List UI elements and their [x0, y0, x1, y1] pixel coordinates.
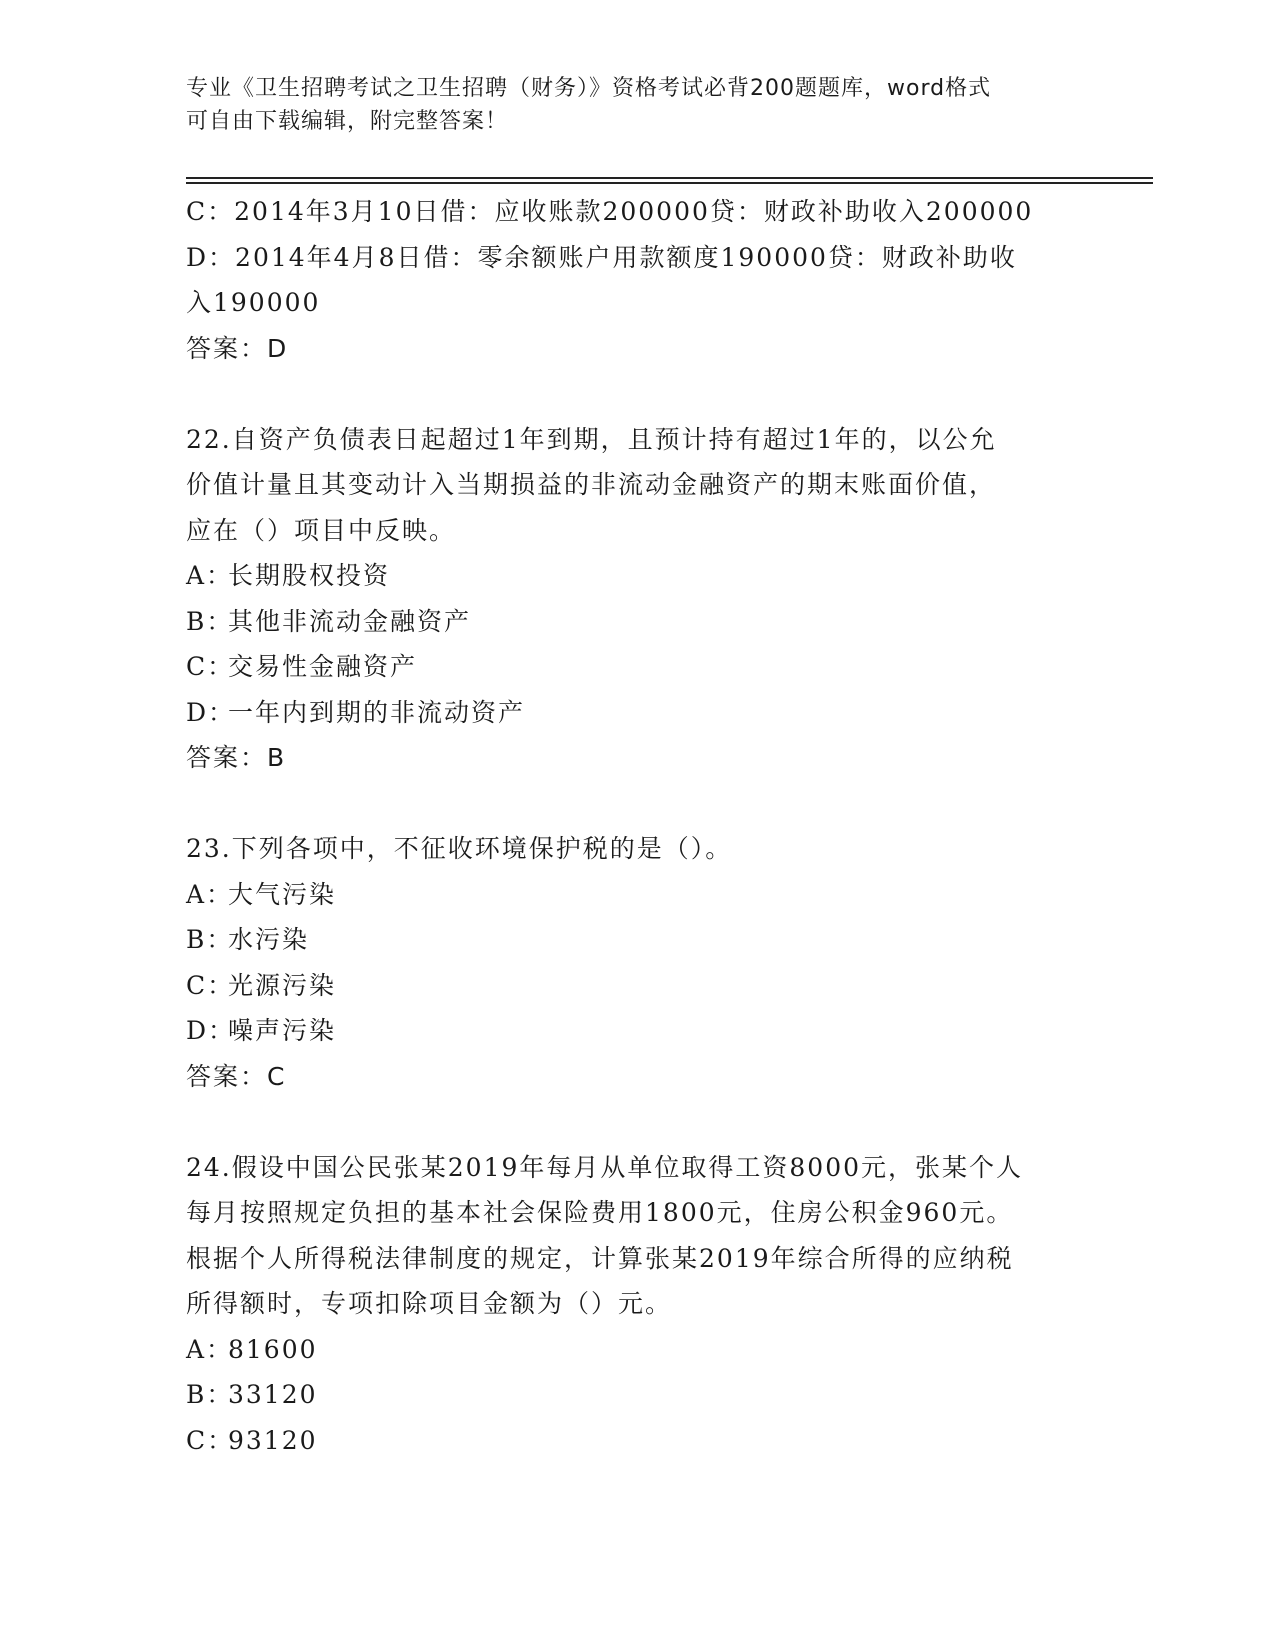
header-divider-top	[186, 177, 1153, 179]
option-text: 一年内到期的非流动资产	[228, 697, 526, 727]
document-header	[186, 72, 1066, 138]
option-text: 33120	[228, 1380, 318, 1409]
spacer	[186, 781, 1086, 827]
spacer	[186, 371, 1086, 417]
prev-option-d-line1: D：2014年4月8日借：零余额账户用款额度190000贷：财政补助收	[186, 242, 1017, 272]
q22-option-d	[186, 690, 1086, 736]
q23-answer: 答案：C	[186, 1061, 287, 1091]
header-divider-bottom	[186, 182, 1153, 184]
option-text: 水污染	[228, 925, 310, 954]
option-letter: C：	[186, 652, 235, 681]
option-letter: A：	[186, 561, 234, 590]
header-line-1: 专业《卫生招聘考试之卫生招聘（财务）》资格考试必背200题题库，word格式	[186, 76, 992, 101]
option-text: 大气污染	[228, 879, 337, 909]
q22-option-b	[186, 599, 1086, 645]
option-text: 长期股权投资	[228, 561, 391, 590]
q24-option-a	[186, 1327, 1086, 1373]
q22-stem-line2: 价值计量且其变动计入当期损益的非流动金融资产的期末账面价值，	[186, 470, 997, 499]
option-text: 光源污染	[228, 970, 337, 1000]
q22-option-c	[186, 644, 1086, 690]
q23-option-a	[186, 872, 1086, 918]
option-letter: D：	[186, 1016, 236, 1045]
q22-stem-line1: 22.自资产负债表日起超过1年到期，且预计持有超过1年的，以公允	[186, 424, 997, 454]
option-letter: A：	[186, 1334, 234, 1364]
q23-option-d	[186, 1008, 1086, 1054]
q24-stem-line2: 每月按照规定负担的基本社会保险费用1800元，住房公积金960元。	[186, 1198, 1014, 1227]
prev-answer: 答案：D	[186, 333, 289, 363]
option-letter: C：	[186, 970, 235, 1000]
q22-answer: 答案：B	[186, 743, 287, 772]
q24-stem-line1: 24.假设中国公民张某2019年每月从单位取得工资8000元，张某个人	[186, 1152, 1024, 1182]
q24-stem-line3: 根据个人所得税法律制度的规定，计算张某2019年综合所得的应纳税	[186, 1243, 1014, 1273]
q23-option-c	[186, 963, 1086, 1009]
option-letter: B：	[186, 925, 234, 954]
prev-option-d-line2: 入190000	[186, 288, 321, 317]
q24-option-c	[186, 1418, 1086, 1464]
q24-stem-line4: 所得额时，专项扣除项目金额为（）元。	[186, 1289, 673, 1318]
option-text: 81600	[228, 1334, 318, 1364]
option-text: 其他非流动金融资产	[228, 606, 472, 636]
option-text: 93120	[228, 1425, 318, 1455]
option-text: 噪声污染	[228, 1016, 337, 1045]
option-letter: A：	[186, 879, 234, 909]
q22-stem-line3: 应在（）项目中反映。	[186, 515, 457, 545]
option-text: 交易性金融资产	[228, 652, 418, 681]
q24-option-b	[186, 1372, 1086, 1418]
header-line-2: 可自由下载编辑，附完整答案！	[186, 109, 509, 134]
spacer	[186, 1099, 1086, 1145]
q23-stem-line1: 23.下列各项中，不征收环境保护税的是（）。	[186, 834, 733, 863]
question-content	[186, 189, 1086, 1463]
prev-option-c: C：2014年3月10日借：应收账款200000贷：财政补助收入200000	[186, 197, 1034, 226]
option-letter: B：	[186, 1380, 234, 1409]
q22-option-a	[186, 553, 1086, 599]
q23-option-b	[186, 917, 1086, 963]
option-letter: B：	[186, 606, 234, 636]
option-letter: D：	[186, 697, 236, 727]
option-letter: C：	[186, 1425, 235, 1455]
